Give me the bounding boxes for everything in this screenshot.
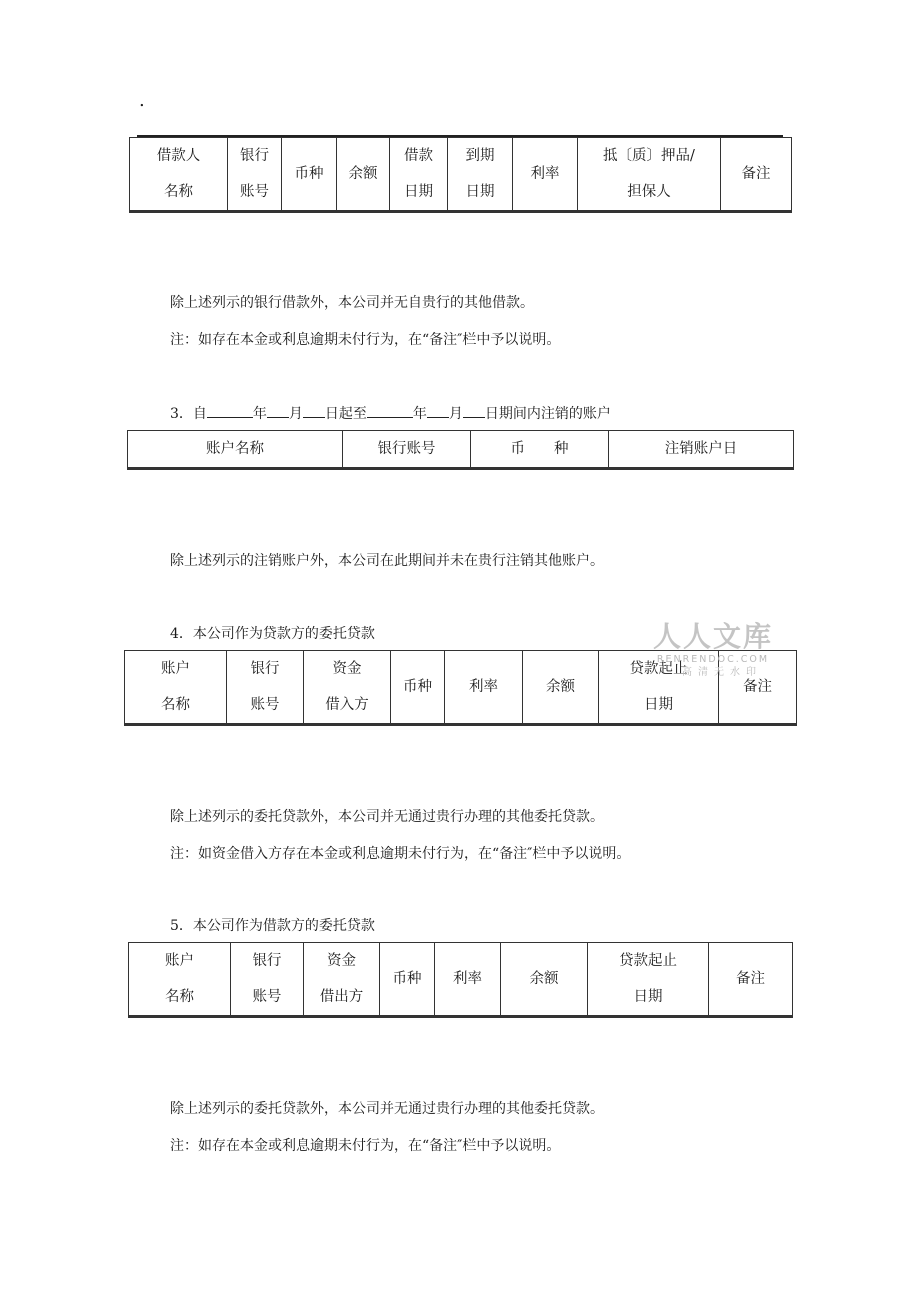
page-dot: . — [139, 90, 145, 111]
header-bank-account: 银行 账号 — [227, 651, 304, 724]
watermark-title: 人人文库 — [652, 620, 773, 653]
header-account-name: 账户 名称 — [125, 651, 227, 724]
header-loan-period: 贷款起止 日期 — [599, 651, 719, 724]
header-rate: 利率 — [445, 651, 523, 724]
closed-accounts-statement: 除上述列示的注销账户外，本公司在此期间并未在贵行注销其他账户。 — [170, 553, 604, 569]
header-currency: 币 种 — [471, 431, 609, 468]
header-rate: 利率 — [435, 943, 501, 1016]
header-currency: 币种 — [380, 943, 435, 1016]
header-bank-account: 银行 账号 — [231, 943, 304, 1016]
header-bank-account: 银行 账号 — [228, 138, 282, 211]
table-row — [129, 1017, 793, 1018]
header-borrower-name: 借款人 名称 — [130, 138, 228, 211]
bank-loans-table — [129, 137, 792, 213]
bank-loans-note: 注：如存在本金或利息逾期未付行为，在“备注″栏中予以说明。 — [170, 332, 561, 348]
header-closing-date: 注销账户日 — [609, 431, 794, 468]
watermark-url: RENRENDOC.COM — [656, 654, 770, 665]
header-collateral: 抵〔质〕押品/ 担保人 — [578, 138, 721, 211]
header-due-date: 到期 日期 — [448, 138, 513, 211]
table-row — [128, 469, 794, 470]
entrusted-lender-title: 4．本公司作为贷款方的委托贷款 — [170, 626, 375, 642]
watermark-logo — [648, 620, 778, 679]
entrusted-borrower-title: 5．本公司作为借款方的委托贷款 — [170, 918, 375, 934]
header-account-name: 账户名称 — [128, 431, 343, 468]
entrusted-borrower-statement: 除上述列示的委托贷款外，本公司并无通过贵行办理的其他委托贷款。 — [170, 1101, 604, 1117]
header-rate: 利率 — [513, 138, 578, 211]
header-remarks: 备注 — [709, 943, 793, 1016]
header-remarks: 备注 — [719, 651, 797, 724]
entrusted-lender-note: 注：如资金借入方存在本金或利息逾期未付行为，在“备注″栏中予以说明。 — [170, 846, 631, 862]
header-loan-date: 借款 日期 — [390, 138, 448, 211]
closed-accounts-title: 3．自 年 月 日起至 年 月 日期间内注销的账户 — [170, 403, 611, 423]
header-currency: 币种 — [391, 651, 445, 724]
entrusted-lender-statement: 除上述列示的委托贷款外，本公司并无通过贵行办理的其他委托贷款。 — [170, 809, 604, 825]
bank-loans-header-row — [130, 138, 792, 211]
closed-accounts-header-row — [128, 431, 794, 468]
table-row — [130, 212, 792, 213]
header-bank-account: 银行账号 — [343, 431, 471, 468]
header-balance: 余额 — [501, 943, 588, 1016]
header-balance: 余额 — [337, 138, 390, 211]
closed-accounts-table — [127, 430, 794, 470]
watermark-subtitle: 高清无水印 — [682, 667, 762, 678]
entrusted-borrower-table — [128, 942, 793, 1018]
header-fund-lender: 资金 借出方 — [304, 943, 380, 1016]
header-loan-period: 贷款起止 日期 — [588, 943, 709, 1016]
header-currency: 币种 — [282, 138, 337, 211]
header-remarks: 备注 — [721, 138, 792, 211]
table-row — [125, 725, 797, 726]
header-fund-borrower: 资金 借入方 — [304, 651, 391, 724]
entrusted-borrower-header-row — [129, 943, 793, 1016]
entrusted-borrower-note: 注：如存在本金或利息逾期未付行为，在“备注″栏中予以说明。 — [170, 1138, 561, 1154]
header-balance: 余额 — [523, 651, 599, 724]
bank-loans-statement: 除上述列示的银行借款外，本公司并无自贵行的其他借款。 — [170, 295, 534, 311]
header-account-name: 账户 名称 — [129, 943, 231, 1016]
